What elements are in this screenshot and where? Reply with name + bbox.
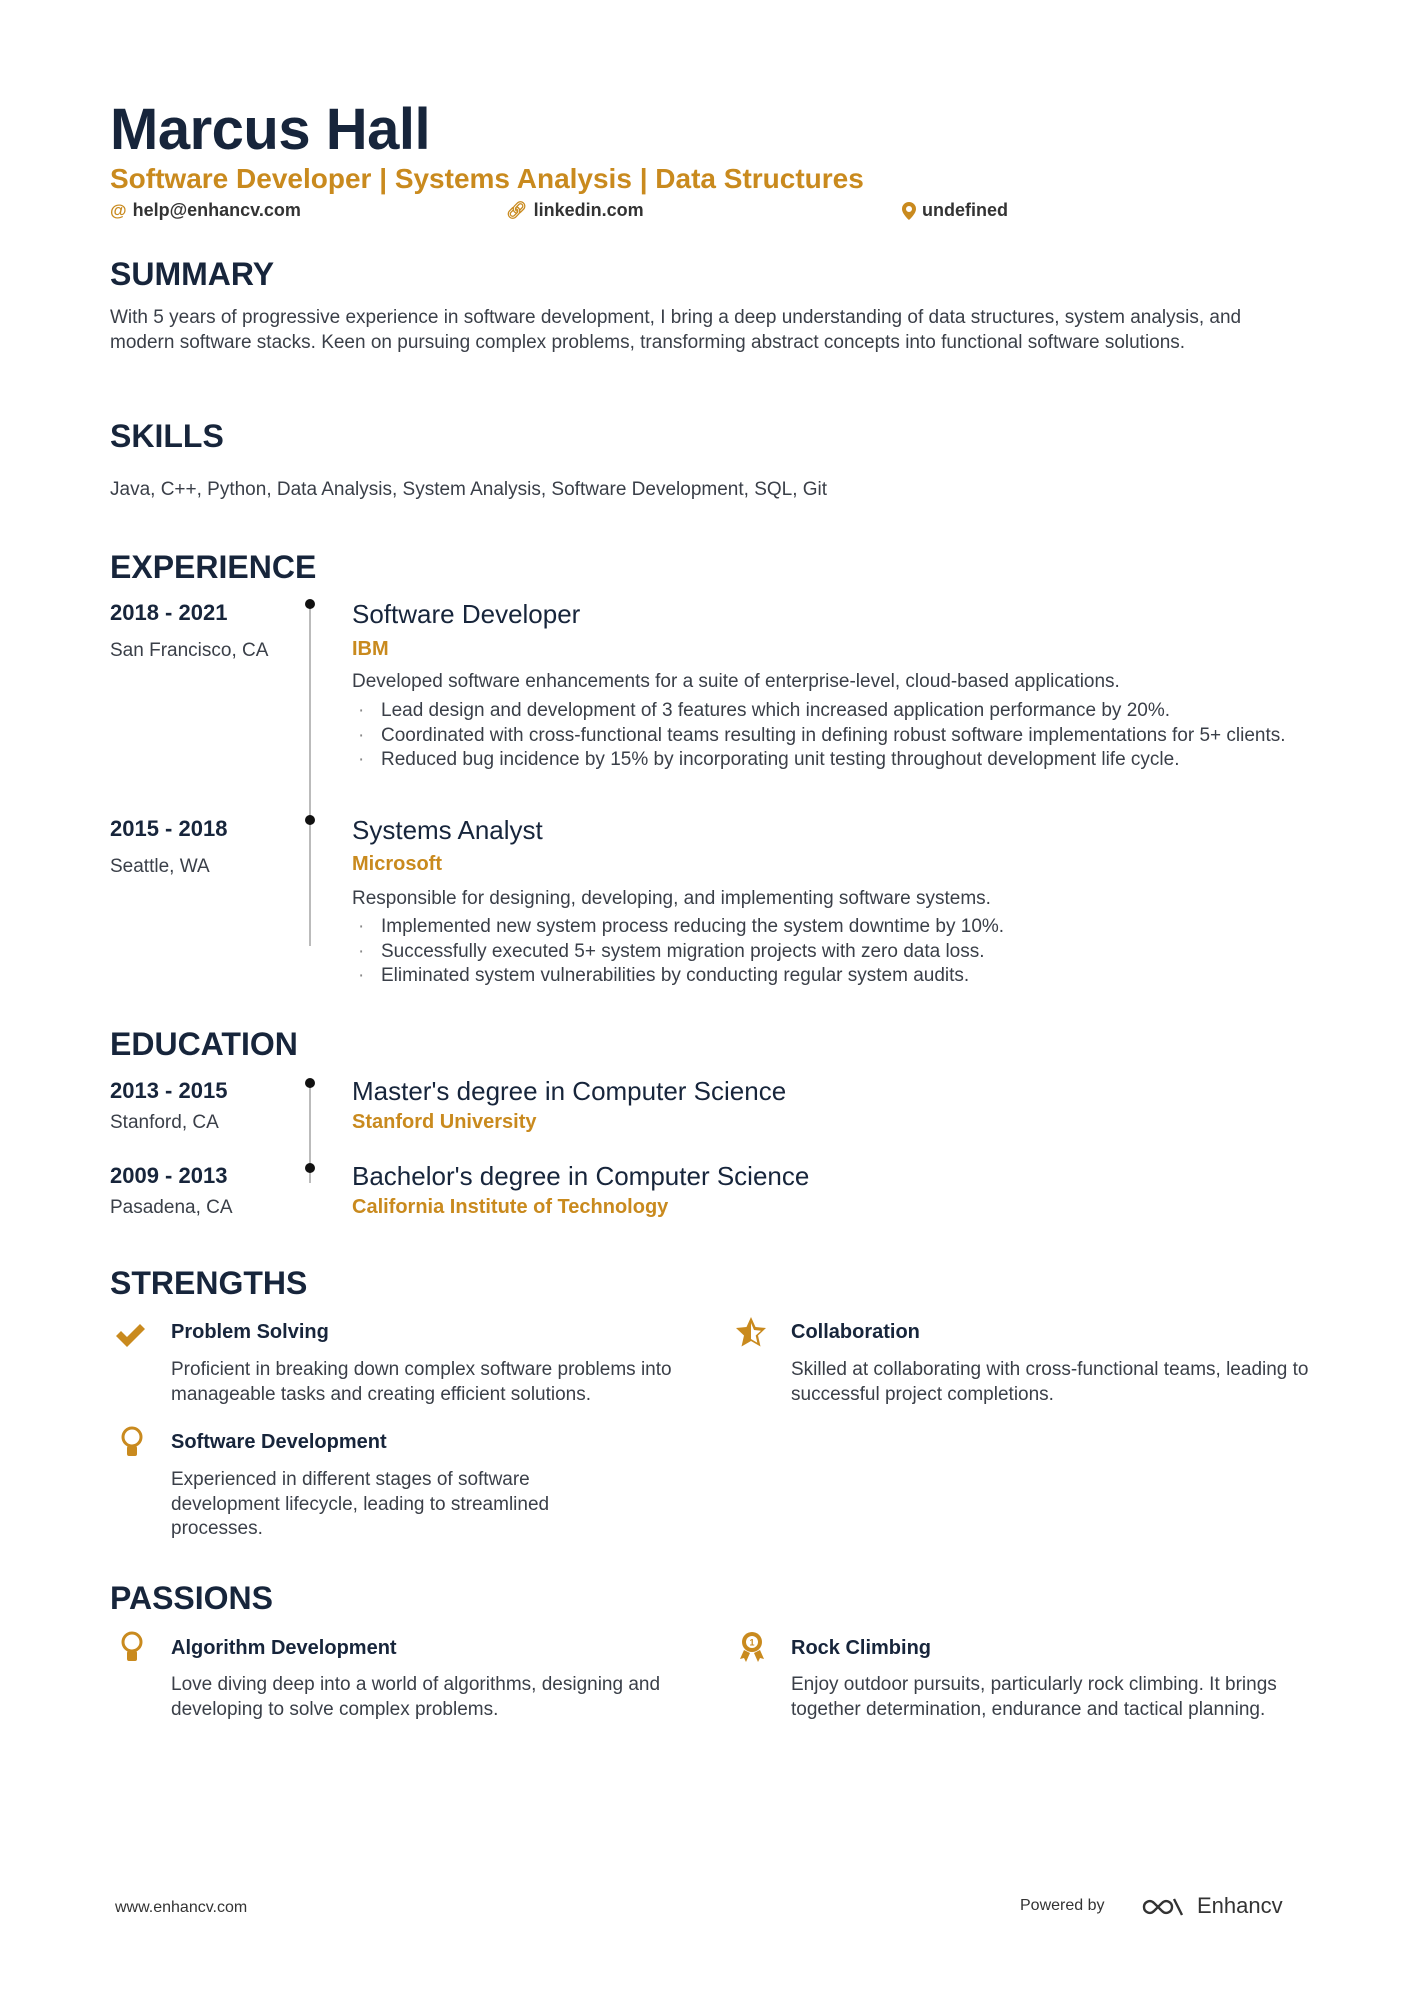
bullet: · Reduced bug incidence by 15% by incorporating unit testing throughout development life cycle. (352, 748, 1302, 773)
skills-text: Java, C++, Python, Data Analysis, System Analysis, Software Development, SQL, Git (110, 479, 828, 500)
location-pin-icon (902, 202, 916, 220)
bullet: · Successfully executed 5+ system migration projects with zero data loss. (352, 940, 1302, 965)
strength-title: Software Development (171, 1431, 387, 1453)
contact-link[interactable] (506, 200, 644, 221)
edu-degree: Bachelor's degree in Computer Science (352, 1161, 810, 1191)
footer-powered-by: Powered by (1020, 1897, 1105, 1914)
experience-heading: EXPERIENCE (110, 549, 317, 585)
contact-location (902, 200, 1008, 221)
summary-heading: SUMMARY (110, 256, 275, 292)
edu-dates: 2009 - 2013 (110, 1163, 228, 1188)
contact-email[interactable] (110, 200, 301, 221)
check-icon (113, 1318, 147, 1352)
job-location: San Francisco, CA (110, 640, 269, 661)
passion-text: Love diving deep into a world of algorithms, designing and developing to solve complex problems. (171, 1674, 661, 1720)
lightbulb-icon (115, 1630, 149, 1664)
footer-brand: Enhancv (1197, 1893, 1283, 1918)
bullet: · Implemented new system process reducing the system downtime by 10%. (352, 915, 1302, 940)
bullet: · Coordinated with cross-functional teams resulting in defining robust software implementations for 5+ clients. (352, 724, 1302, 749)
job-role: Software Developer (352, 599, 581, 629)
candidate-title: Software Developer | Systems Analysis | Data Structures (110, 163, 864, 194)
job-dates: 2015 - 2018 (110, 816, 228, 841)
edu-dates: 2013 - 2015 (110, 1078, 228, 1103)
job-dates: 2018 - 2021 (110, 600, 228, 625)
strength-title: Problem Solving (171, 1321, 329, 1343)
strength-text: Proficient in breaking down complex software problems into manageable tasks and creating efficient solutions. (171, 1359, 672, 1405)
timeline-dot (305, 1163, 315, 1173)
at-icon: @ (110, 200, 127, 220)
edu-location: Pasadena, CA (110, 1197, 233, 1218)
job-description: Developed software enhancements for a suite of enterprise-level, cloud-based applications. (352, 671, 1120, 692)
job-company: Microsoft (352, 853, 442, 875)
timeline-dot (305, 599, 315, 609)
enhancv-logo-icon (1140, 1895, 1186, 1919)
education-heading: EDUCATION (110, 1026, 298, 1062)
timeline-dot (305, 815, 315, 825)
strength-text: Experienced in different stages of software development lifecycle, leading to streamlined processes. (171, 1469, 550, 1539)
job-bullets (352, 915, 1302, 989)
timeline-dot (305, 1078, 315, 1088)
footer-website[interactable]: www.enhancv.com (115, 1899, 248, 1916)
edu-degree: Master's degree in Computer Science (352, 1076, 787, 1106)
award-icon (735, 1630, 769, 1664)
strength-text: Skilled at collaborating with cross-functional teams, leading to successful project completions. (791, 1359, 1309, 1405)
bullet: · Eliminated system vulnerabilities by conducting regular system audits. (352, 964, 1302, 989)
edu-location: Stanford, CA (110, 1112, 219, 1133)
passion-title: Rock Climbing (791, 1637, 932, 1659)
job-location: Seattle, WA (110, 856, 210, 877)
timeline-line (309, 604, 311, 946)
passion-title: Algorithm Development (171, 1637, 397, 1659)
summary-text: With 5 years of progressive experience in software development, I bring a deep understanding of data structures, system analysis, and modern software stacks. Keen on pursuing complex problems, transforming abstract concepts into functional software solutions. (110, 307, 1242, 353)
candidate-name: Marcus Hall (110, 97, 431, 162)
bullet: · Lead design and development of 3 features which increased application performance by 20%. (352, 699, 1302, 724)
edu-school: Stanford University (352, 1111, 537, 1133)
star-icon (734, 1315, 768, 1349)
passions-heading: PASSIONS (110, 1580, 273, 1616)
strengths-heading: STRENGTHS (110, 1265, 308, 1301)
job-role: Systems Analyst (352, 815, 543, 845)
link-text: linkedin.com (533, 200, 644, 220)
skills-heading: SKILLS (110, 418, 224, 454)
lightbulb-icon (115, 1425, 149, 1459)
strength-title: Collaboration (791, 1321, 920, 1343)
job-company: IBM (352, 638, 389, 660)
link-icon: 🔗︎ (506, 200, 528, 220)
email-text: help@enhancv.com (132, 200, 301, 220)
job-bullets (352, 699, 1302, 773)
passion-text: Enjoy outdoor pursuits, particularly rock climbing. It brings together determination, endurance and tactical planning. (791, 1674, 1277, 1720)
job-description: Responsible for designing, developing, and implementing software systems. (352, 888, 991, 909)
location-text: undefined (922, 200, 1008, 220)
svg-text:1: 1 (749, 1637, 755, 1648)
edu-school: California Institute of Technology (352, 1196, 669, 1218)
